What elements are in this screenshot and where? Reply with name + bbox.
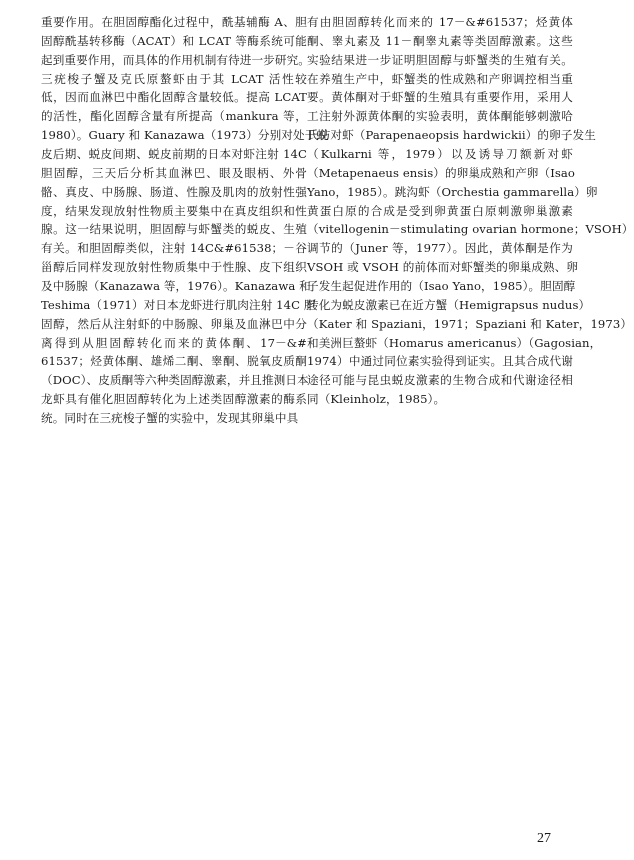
text-line: （Metapenaeus ensis）的卵巢成熟和产卵（Isao xyxy=(307,165,576,180)
text-line: 甾醇后同样发现放射性物质集中于性腺、皮下组织 xyxy=(41,260,307,275)
text-line: 实验结果进一步证明胆固醇与虾蟹类的生殖有关。 xyxy=(307,52,573,67)
text-line: Yano，1985）。跳沟虾（Orchestia gammarella）卵 xyxy=(307,184,598,199)
text-line: （vitellogenin－stimulating ovarian hormone；VSOH） xyxy=(307,222,634,237)
text-line: 有由胆固醇转化而来的 17－&#61537；烃黄体 xyxy=(307,15,573,29)
text-line: （Kulkarni 等，1979）以及诱导刀额新对虾 xyxy=(307,147,573,162)
text-line: 在养殖生产中，虾蟹类的性成熟和产卵调控相当重 xyxy=(307,71,573,86)
text-line: 途径可能与昆虫蜕皮激素的生物合成和代谢途径相 xyxy=(307,373,573,388)
text-line: 胆固醇，三天后分析其血淋巴、眼及眼柄、外骨 xyxy=(41,165,307,180)
text-line: 重要作用。在胆固醇酯化过程中，酰基辅酶 A、胆 xyxy=(41,15,307,29)
text-line: 黄蛋白原的合成是受到卵黄蛋白原刺激卵巢激素 xyxy=(307,203,573,218)
text-line: 工注射外源黄体酮的实验表明，黄体酮能够刺激哈 xyxy=(307,109,573,124)
text-line: 同（Kleinholz，1985）。 xyxy=(307,392,446,407)
text-line: 有关。和胆固醇类似，注射 14C&#61538；－谷 xyxy=(41,241,307,256)
text-line: 及中肠腺（Kanazawa 等，1976）。Kanazawa 和 xyxy=(41,279,311,294)
text-line: 骼、真皮、中肠腺、肠道、性腺及肌肉的放射性强 xyxy=(41,184,307,199)
text-line: 调节的（Juner 等，1977）。因此，黄体酮是作为 xyxy=(307,241,573,256)
text-line: 统。同时在三疣梭子蟹的实验中，发现其卵巢中具 xyxy=(41,411,299,426)
text-line: 酮、睾丸素及 11－酮睾丸素等类固醇激素。这些 xyxy=(307,33,573,48)
text-line: 61537；烃黄体酮、雄烯二酮、睾酮、脱氧皮质酮 xyxy=(41,354,307,369)
text-line: 的活性，酯化固醇含量有所提高（mankura 等， xyxy=(41,109,307,124)
text-line: （Kater 和 Spaziani，1971；Spaziani 和 Kater，1973） xyxy=(307,316,633,331)
text-line: （DOC）、皮质酮等六种类固醇激素，并且推测日本 xyxy=(41,373,309,388)
text-line: 龙虾具有催化胆固醇转化为上述类固醇激素的酶系 xyxy=(41,392,307,407)
text-line: 子发生起促进作用的（Isao Yano，1985）。胆固醇 xyxy=(307,279,576,294)
text-line: 固醇酰基转移酶（ACAT）和 LCAT 等酶系统可能 xyxy=(41,33,307,48)
text-line: 转化为蜕皮激素已在近方蟹（Hemigrapsus nudus） xyxy=(307,297,591,312)
text-line: 起到重要作用，而具体的作用机制有待进一步研究。 xyxy=(41,52,310,67)
text-line: 离得到从胆固醇转化而来的黄体酮、17－&# xyxy=(41,335,307,350)
text-line: VSOH 或 VSOH 的前体而对虾蟹类的卵巢成熟、卵 xyxy=(307,260,579,275)
right-text-column xyxy=(307,13,634,409)
left-text-column xyxy=(41,13,329,428)
text-line: 腺。这一结果说明，胆固醇与虾蟹类的蜕皮、生殖 xyxy=(41,222,307,237)
text-line: 要。黄体酮对于虾蟹的生殖具有重要作用，采用人 xyxy=(307,90,573,105)
text-line: Teshima（1971）对日本龙虾进行肌肉注射 14C 胆 xyxy=(41,297,316,312)
text-line: 度，结果发现放射性物质主要集中在真皮组织和性 xyxy=(41,203,307,218)
text-line: 皮后期、蜕皮间期、蜕皮前期的日本对虾注射 14C xyxy=(41,147,307,162)
text-line: 固醇，然后从注射虾的中肠腺、卵巢及血淋巴中分 xyxy=(41,316,307,331)
text-line: 1974）中通过同位素实验得到证实。且其合成代谢 xyxy=(307,354,573,369)
text-line: 低，因而血淋巴中酯化固醇含量较低。提高 LCAT xyxy=(41,90,307,105)
page-number: 27 xyxy=(537,831,551,846)
text-line: 和美洲巨螯虾（Homarus americanus）（Gagosian， xyxy=(307,335,602,350)
text-line: 1980）。Guary 和 Kanazawa（1973）分别对处于蜕 xyxy=(41,128,329,143)
text-line: 三疣梭子蟹及克氏原螯虾由于其 LCAT 活性较 xyxy=(41,71,307,86)
text-line: 氏仿对虾（Parapenaeopsis hardwickii）的卵子发生 xyxy=(307,128,596,143)
